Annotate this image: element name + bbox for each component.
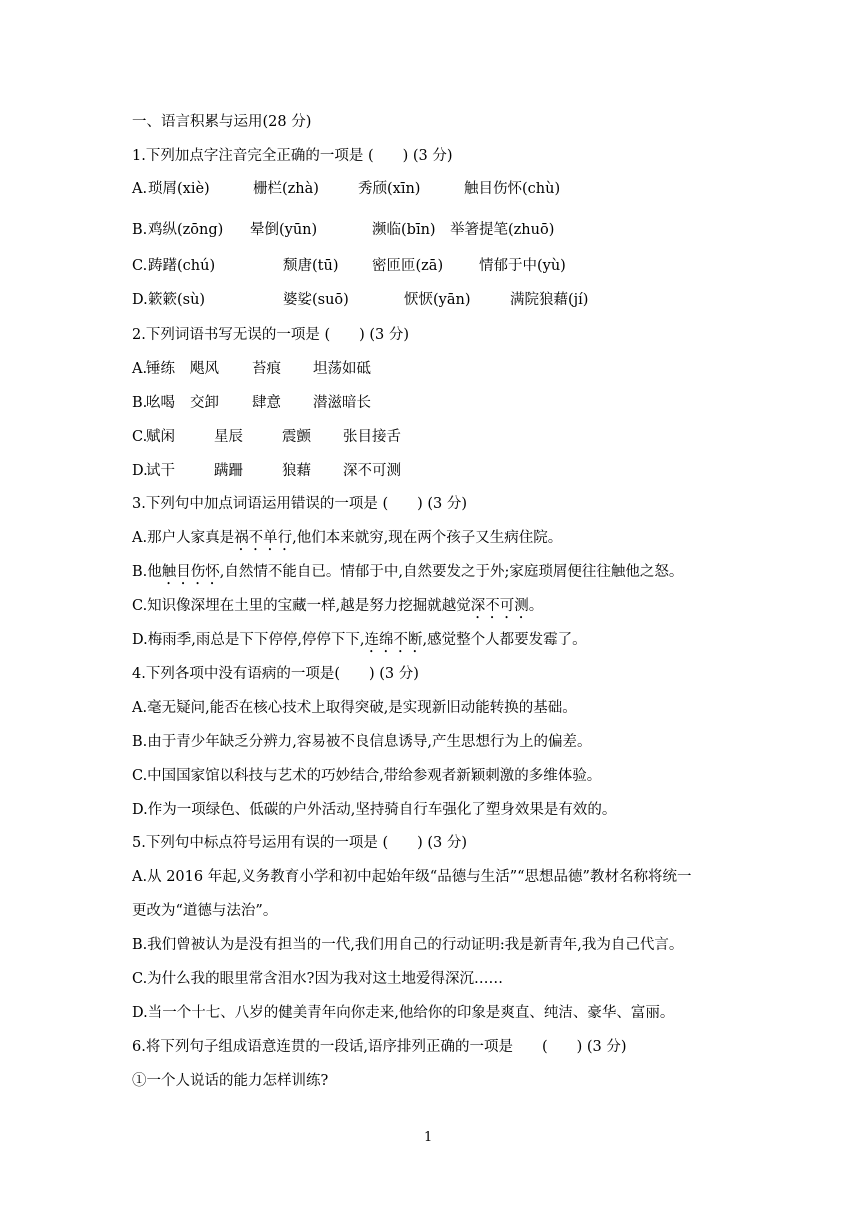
option-item: 交卸: [190, 395, 219, 411]
option-label: A.: [132, 181, 148, 197]
sentence-text: C.知识像深埋在土里的宝藏一样,越是努力挖掘就越觉: [132, 598, 471, 614]
q6-stem: 6.将下列句子组成语意连贯的一段话,语序排列正确的一项是 ( ) (3 分): [132, 1039, 627, 1055]
option-item: 苔痕: [252, 361, 281, 377]
option-item: 深不可测: [343, 463, 401, 479]
sentence-text: ,他们本来就穷,现在两个孩子又生病住院。: [292, 530, 563, 546]
option-label: B.: [132, 395, 148, 411]
option-label: C.: [132, 429, 148, 445]
sentence-text: A.那户人家真是: [132, 530, 235, 546]
option-item: 锤练: [146, 361, 175, 377]
sentence-text: ,感觉整个人都要发霉了。: [422, 632, 587, 648]
option-item: 密匝匝(zā): [372, 258, 444, 274]
q3-stem: 3.下列句中加点词语运用错误的一项是 ( ) (3 分): [132, 496, 468, 512]
option-item: 举箸提笔(zhuō): [450, 222, 555, 238]
q1-stem: 1.下列加点字注音完全正确的一项是 ( ) (3 分): [132, 148, 453, 164]
option-item: 濒临(bīn): [372, 222, 436, 238]
option-item: 簌簌(sù): [148, 292, 206, 308]
q5-option-a-continued: 更改为“道德与法治”。: [132, 903, 278, 919]
q4-option-c: C.中国国家馆以科技与艺术的巧妙结合,带给参观者新颖刺激的多维体验。: [132, 768, 602, 784]
option-item: 秀颀(xīn): [358, 181, 421, 197]
q5-option-a: A.从 2016 年起,义务教育小学和初中起始年级“品德与生活”“思想品德”教材名称将统一: [132, 869, 692, 885]
sentence-text: D.梅雨季,雨总是下下停停,停停下下,: [132, 632, 365, 648]
option-item: 踌躇(chú): [148, 258, 216, 274]
option-label: A.: [132, 361, 148, 377]
option-item: 颓唐(tū): [283, 258, 339, 274]
sentence-text: B.他: [132, 564, 162, 580]
option-item: 情郁于中(yù): [479, 258, 566, 274]
option-label: B.: [132, 222, 148, 238]
option-item: 潜滋暗长: [313, 395, 371, 411]
q2-stem: 2.下列词语书写无误的一项是 ( ) (3 分): [132, 327, 410, 343]
sentence-text: 。: [528, 598, 544, 614]
option-item: 婆娑(suō): [283, 292, 349, 308]
option-label: D.: [132, 292, 148, 308]
option-item: 赋闲: [146, 429, 175, 445]
option-item: 坦荡如砥: [313, 361, 371, 377]
option-item: 鸡纵(zōng): [148, 222, 224, 238]
option-item: 肆意: [252, 395, 281, 411]
option-item: 震颤: [282, 429, 311, 445]
option-item: 蹒跚: [214, 463, 243, 479]
dotted-phrase: 连绵不断: [364, 632, 423, 648]
q5-stem: 5.下列句中标点符号运用有误的一项是 ( ) (3 分): [132, 835, 468, 851]
q4-option-a: A.毫无疑问,能否在核心技术上取得突破,是实现新旧动能转换的基础。: [132, 700, 577, 716]
page-number: 1: [424, 1130, 433, 1145]
option-item: 晕倒(yūn): [250, 222, 318, 238]
option-item: 吆喝: [146, 395, 175, 411]
q4-option-d: D.作为一项绿色、低碳的户外活动,坚持骑自行车强化了塑身效果是有效的。: [132, 802, 617, 818]
q3-option-d: [132, 630, 587, 656]
q3-option-c: [132, 596, 543, 622]
option-label: C.: [132, 258, 148, 274]
q5-option-d: D.当一个十七、八岁的健美青年向你走来,他给你的印象是爽直、纯洁、豪华、富丽。: [132, 1005, 675, 1021]
dotted-phrase: 深不可测: [470, 598, 529, 614]
option-label: D.: [132, 463, 148, 479]
dotted-phrase: 祸不单行: [234, 530, 293, 546]
option-item: 狼藉: [282, 463, 311, 479]
option-item: 触目伤怀(chù): [464, 181, 561, 197]
q4-stem: 4.下列各项中没有语病的一项是( ) (3 分): [132, 666, 419, 682]
option-item: 星辰: [214, 429, 243, 445]
q5-option-c: C.为什么我的眼里常含泪水?因为我对这土地爱得深沉……: [132, 971, 503, 987]
q6-item-1: ①一个人说话的能力怎样训练?: [132, 1073, 329, 1089]
section-title: 一、语言积累与运用(28 分): [132, 114, 312, 130]
sentence-text: ,自然情不能自已。情郁于中,自然要发之于外;家庭琐屑便往往触他之怒。: [219, 564, 684, 580]
option-item: 试干: [146, 463, 175, 479]
option-item: 恹恹(yān): [404, 292, 471, 308]
option-item: 张目接舌: [343, 429, 401, 445]
q3-option-b: [132, 562, 683, 588]
dotted-phrase: 触目伤怀: [161, 564, 220, 580]
option-item: 琐屑(xiè): [148, 181, 210, 197]
q4-option-b: B.由于青少年缺乏分辨力,容易被不良信息诱导,产生思想行为上的偏差。: [132, 734, 592, 750]
q5-option-b: B.我们曾被认为是没有担当的一代,我们用自己的行动证明:我是新青年,我为自己代言。: [132, 937, 684, 953]
q3-option-a: [132, 528, 562, 554]
option-item: 满院狼藉(jí): [510, 292, 589, 308]
option-item: 栅栏(zhà): [253, 181, 319, 197]
option-item: 飓风: [190, 361, 219, 377]
